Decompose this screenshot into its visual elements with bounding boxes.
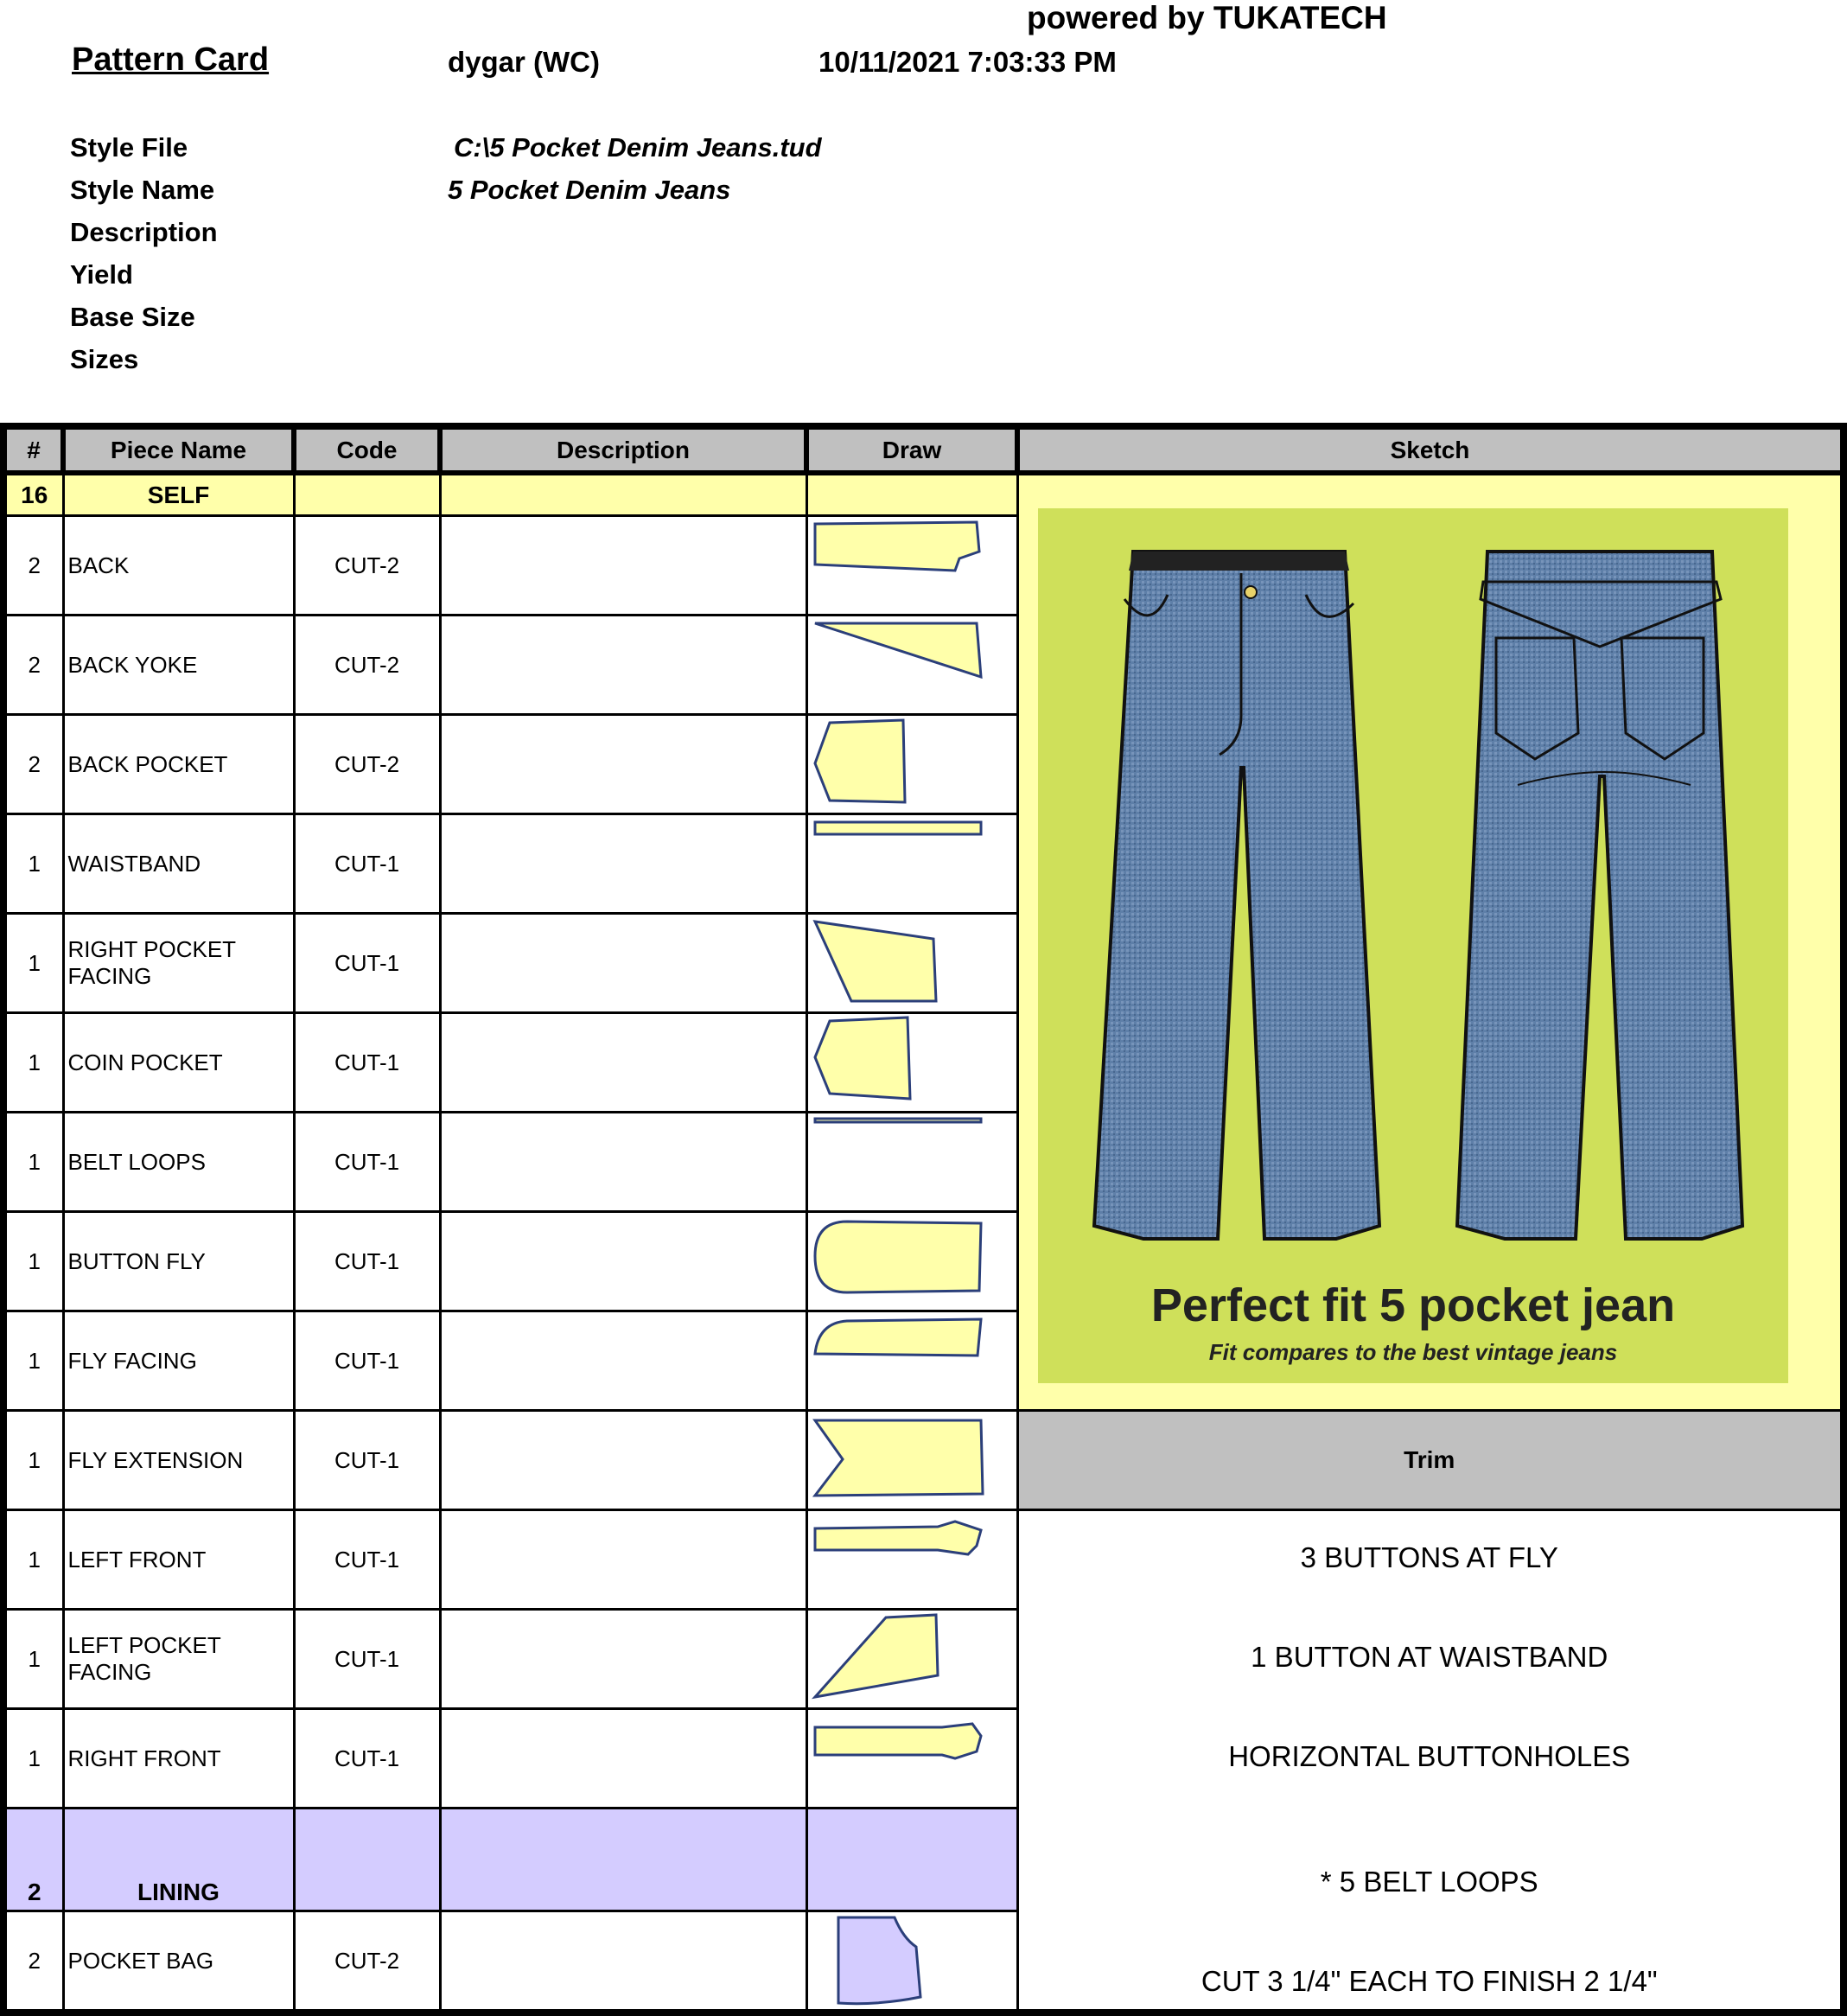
piece-name: BACK YOKE [63, 616, 294, 715]
page-title: Pattern Card [72, 41, 270, 78]
piece-name: RIGHT FRONT [63, 1709, 294, 1809]
piece-description [440, 516, 806, 616]
piece-drawing [806, 1113, 1017, 1212]
piece-name: LEFT POCKET FACING [63, 1610, 294, 1709]
piece-drawing [806, 1311, 1017, 1411]
piece-drawing [806, 914, 1017, 1013]
piece-name: BACK POCKET [63, 715, 294, 814]
col-draw-header: Draw [806, 426, 1017, 473]
group-name: SELF [63, 473, 294, 516]
piece-drawing [806, 1709, 1017, 1809]
table-row [3, 1411, 1844, 1510]
style-file-value: C:\5 Pocket Denim Jeans.tud [454, 132, 822, 163]
trim-cell [1017, 1510, 1844, 2013]
group-desc-empty [440, 1809, 806, 1911]
button-fly-shape [808, 1213, 1016, 1310]
table-header-row [3, 426, 1844, 473]
piece-description [440, 1411, 806, 1510]
piece-qty: 1 [3, 1013, 63, 1113]
piece-code: CUT-1 [294, 1510, 440, 1610]
piece-qty: 1 [3, 1610, 63, 1709]
piece-name: FLY EXTENSION [63, 1411, 294, 1510]
fly-facing-shape [808, 1312, 1016, 1409]
piece-description [440, 814, 806, 914]
piece-code: CUT-1 [294, 1113, 440, 1212]
piece-qty: 2 [3, 715, 63, 814]
back-jeans-drawing [1457, 552, 1742, 1239]
back-shape [808, 517, 1016, 614]
piece-description [440, 1510, 806, 1610]
piece-code: CUT-1 [294, 1013, 440, 1113]
piece-name: COIN POCKET [63, 1013, 294, 1113]
col-sketch-header: Sketch [1017, 426, 1844, 473]
piece-qty: 1 [3, 1212, 63, 1311]
left-pocket-facing-shape [808, 1611, 1016, 1707]
piece-code: CUT-1 [294, 1709, 440, 1809]
left-front-shape [808, 1511, 1016, 1608]
piece-code: CUT-1 [294, 1610, 440, 1709]
belt-loops-shape [808, 1113, 1016, 1210]
piece-qty: 1 [3, 1709, 63, 1809]
sketch-image [1038, 508, 1788, 1383]
front-jeans-drawing [1094, 552, 1379, 1239]
table-row [3, 1510, 1844, 1610]
group-name: LINING [63, 1809, 294, 1911]
group-draw-empty [806, 473, 1017, 516]
piece-drawing [806, 1013, 1017, 1113]
yield-label: Yield [70, 259, 133, 290]
group-code-empty [294, 1809, 440, 1911]
piece-code: CUT-2 [294, 1911, 440, 2013]
col-piece-name-header: Piece Name [63, 426, 294, 473]
piece-name: BUTTON FLY [63, 1212, 294, 1311]
trim-line: HORIZONTAL BUTTONHOLES [1228, 1740, 1631, 1772]
piece-qty: 1 [3, 1510, 63, 1610]
col-description-header: Description [440, 426, 806, 473]
piece-name: RIGHT POCKET FACING [63, 914, 294, 1013]
piece-qty: 1 [3, 1113, 63, 1212]
back-pocket-shape [808, 716, 1016, 813]
piece-drawing [806, 1610, 1017, 1709]
piece-code: CUT-1 [294, 914, 440, 1013]
piece-description [440, 1709, 806, 1809]
powered-by-text: powered by TUKATECH [1027, 0, 1387, 35]
col-num-header: # [3, 426, 63, 473]
pocket-bag-shape [808, 1912, 1016, 2009]
right-front-shape [808, 1710, 1016, 1807]
piece-drawing [806, 1411, 1017, 1510]
pattern-table [0, 423, 1847, 2016]
trim-line: CUT 3 1/4" EACH TO FINISH 2 1/4" [1201, 1965, 1658, 1997]
piece-code: CUT-2 [294, 516, 440, 616]
sizes-label: Sizes [70, 344, 139, 374]
timestamp: 10/11/2021 7:03:33 PM [818, 46, 1117, 78]
group-count: 16 [3, 473, 63, 516]
piece-description [440, 1911, 806, 2013]
piece-name: BELT LOOPS [63, 1113, 294, 1212]
piece-name: POCKET BAG [63, 1911, 294, 2013]
group-count: 2 [3, 1809, 63, 1911]
piece-qty: 2 [3, 616, 63, 715]
piece-name: WAISTBAND [63, 814, 294, 914]
piece-qty: 2 [3, 516, 63, 616]
piece-description [440, 1610, 806, 1709]
piece-description [440, 715, 806, 814]
group-draw-empty [806, 1809, 1017, 1911]
piece-qty: 1 [3, 1311, 63, 1411]
piece-drawing [806, 516, 1017, 616]
trim-line: 3 BUTTONS AT FLY [1300, 1541, 1558, 1573]
col-code-header: Code [294, 426, 440, 473]
piece-drawing [806, 814, 1017, 914]
sketch-cell [1017, 473, 1844, 1411]
trim-header: Trim [1017, 1411, 1844, 1510]
piece-qty: 2 [3, 1911, 63, 2013]
piece-code: CUT-1 [294, 1411, 440, 1510]
piece-description [440, 914, 806, 1013]
piece-code: CUT-1 [294, 1212, 440, 1311]
piece-code: CUT-2 [294, 616, 440, 715]
sketch-headline: Perfect fit 5 pocket jean [1150, 1279, 1675, 1331]
style-name-label: Style Name [70, 175, 215, 205]
group-desc-empty [440, 473, 806, 516]
piece-code: CUT-1 [294, 814, 440, 914]
piece-description [440, 616, 806, 715]
trim-line: 1 BUTTON AT WAISTBAND [1251, 1641, 1608, 1673]
group-code-empty [294, 473, 440, 516]
piece-qty: 1 [3, 914, 63, 1013]
group-row-self [3, 473, 1844, 516]
piece-qty: 1 [3, 1411, 63, 1510]
style-name-value: 5 Pocket Denim Jeans [448, 175, 731, 205]
piece-drawing [806, 616, 1017, 715]
style-file-label: Style File [70, 132, 188, 163]
piece-description [440, 1212, 806, 1311]
piece-code: CUT-2 [294, 715, 440, 814]
back-yoke-shape [808, 616, 1016, 713]
piece-qty: 1 [3, 814, 63, 914]
piece-description [440, 1311, 806, 1411]
piece-name: FLY FACING [63, 1311, 294, 1411]
right-pocket-facing-shape [808, 915, 1016, 1011]
piece-name: BACK [63, 516, 294, 616]
description-label: Description [70, 217, 218, 247]
piece-drawing [806, 1212, 1017, 1311]
fly-extension-shape [808, 1412, 1016, 1509]
user-name: dygar (WC) [448, 46, 600, 78]
coin-pocket-shape [808, 1014, 1016, 1111]
jeans-sketch [1038, 508, 1788, 1383]
piece-drawing [806, 1911, 1017, 2013]
piece-description [440, 1113, 806, 1212]
piece-description [440, 1013, 806, 1113]
base-size-label: Base Size [70, 302, 195, 332]
piece-drawing [806, 1510, 1017, 1610]
waistband-shape [808, 815, 1016, 912]
trim-line: * 5 BELT LOOPS [1320, 1866, 1538, 1898]
piece-code: CUT-1 [294, 1311, 440, 1411]
piece-name: LEFT FRONT [63, 1510, 294, 1610]
piece-drawing [806, 715, 1017, 814]
sketch-subline: Fit compares to the best vintage jeans [1208, 1339, 1617, 1365]
